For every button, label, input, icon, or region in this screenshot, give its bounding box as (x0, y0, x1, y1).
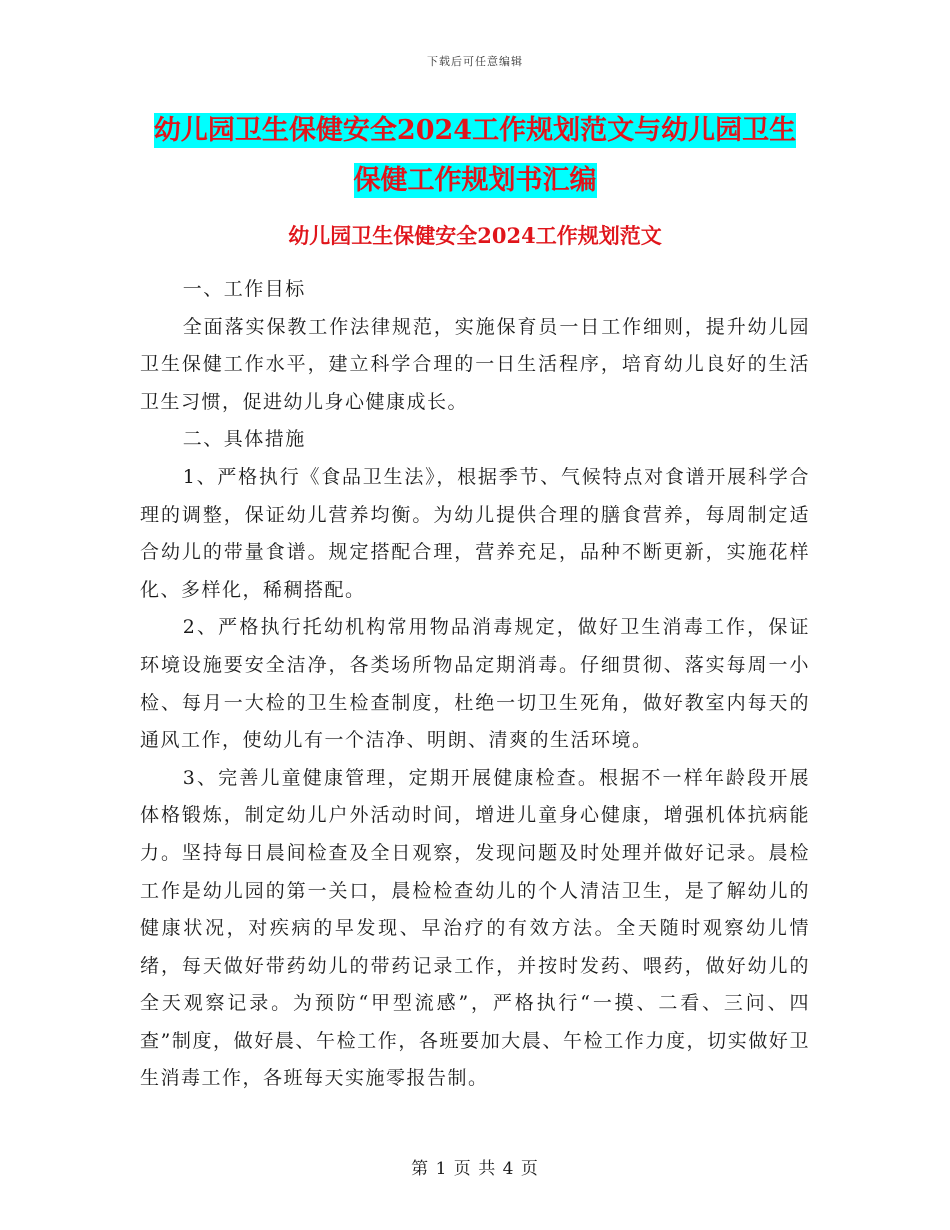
paragraph-measure-3: 3、完善儿童健康管理，定期开展健康检查。根据不一样年龄段开展体格锻炼，制定幼儿户外活动时间，增进儿童身心健康，增强机体抗病能力。坚持每日晨间检查及全日观察，发现问题及时处理并做好记录。晨检工作是幼儿园的第一关口，晨检检查幼儿的个人清洁卫生，是了解幼儿的健康状况，对疾病的早发现、早治疗的有效方法。全天随时观察幼儿情绪，每天做好带药幼儿的带药记录工作，并按时发药、喂药，做好幼儿的全天观察记录。为预防“甲型流感”，严格执行“一摸、二看、三问、四查”制度，做好晨、午检工作，各班要加大晨、午检工作力度，切实做好卫生消毒工作，各班每天实施零报告制。 (140, 766, 810, 1090)
heading-measures: 二、具体措施 (182, 428, 306, 451)
document-body (140, 271, 810, 1098)
document-title-line1: 幼儿园卫生保健安全2024工作规划范文与幼儿园卫生 (153, 115, 797, 146)
paragraph-work-goal: 全面落实保教工作法律规范，实施保育员一日工作细则，提升幼儿园卫生保健工作水平，建立科学合理的一日生活程序，培育幼儿良好的生活卫生习惯，促进幼儿身心健康成长。 (140, 315, 810, 413)
paragraph-measure-1: 1、严格执行《食品卫生法》，根据季节、气候特点对食谱开展科学合理的调整，保证幼儿营养均衡。为幼儿提供合理的膳食营养，每周制定适合幼儿的带量食谱。规定搭配合理，营养充足，品种不断更新，实施花样化、多样化，稀稠搭配。 (140, 465, 810, 601)
paragraph-measure-2: 2、严格执行托幼机构常用物品消毒规定，做好卫生消毒工作，保证环境设施要安全洁净，各类场所物品定期消毒。仔细贯彻、落实每周一小检、每月一大检的卫生检查制度，杜绝一切卫生死角，做好教室内每天的通风工作，使幼儿有一个洁净、明朗、清爽的生活环境。 (140, 616, 810, 752)
section-title: 幼儿园卫生保健安全2024工作规划范文 (288, 223, 662, 248)
document-title-line2: 保健工作规划书汇编 (353, 165, 597, 196)
document-title (140, 106, 810, 206)
page-footer: 第 1 页 共 4 页 (411, 1159, 539, 1179)
header-note: 下载后可任意编辑 (427, 55, 523, 68)
heading-work-goal: 一、工作目标 (182, 278, 306, 300)
